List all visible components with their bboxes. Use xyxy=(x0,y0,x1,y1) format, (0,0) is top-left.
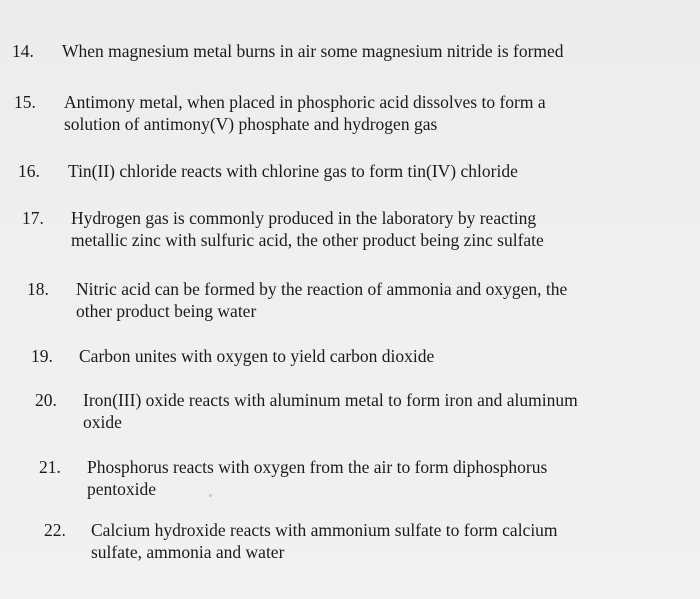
question-number: 14. xyxy=(12,41,34,61)
question-number: 22. xyxy=(44,520,66,540)
question-text-line: other product being water xyxy=(76,301,257,321)
question-number: 19. xyxy=(31,346,53,366)
question-text-line: When magnesium metal burns in air some magnesium nitride is formed xyxy=(62,41,564,61)
question-text-line: Nitric acid can be formed by the reaction of ammonia and oxygen, the xyxy=(76,279,568,299)
question-text-line: oxide xyxy=(83,412,122,432)
question-number: 16. xyxy=(18,161,40,181)
question-text-line: pentoxide xyxy=(87,479,157,499)
question-text-line: Hydrogen gas is commonly produced in the laboratory by reacting xyxy=(71,208,537,228)
question-number: 18. xyxy=(27,279,49,299)
question-text-line: Iron(III) oxide reacts with aluminum metal to form iron and aluminum xyxy=(83,390,578,410)
question-number: 20. xyxy=(35,390,57,410)
question-text-line: Antimony metal, when placed in phosphoric acid dissolves to form a xyxy=(64,92,546,112)
question-text-line: Carbon unites with oxygen to yield carbon dioxide xyxy=(79,346,435,366)
question-number: 21. xyxy=(39,457,61,477)
paper-speck xyxy=(209,494,212,497)
question-text-line: Calcium hydroxide reacts with ammonium sulfate to form calcium xyxy=(91,520,558,540)
question-text-line: solution of antimony(V) phosphate and hydrogen gas xyxy=(64,114,438,134)
question-text-line: Tin(II) chloride reacts with chlorine gas to form tin(IV) chloride xyxy=(68,161,518,181)
question-text-line: Phosphorus reacts with oxygen from the air to form diphosphorus xyxy=(87,457,548,477)
question-text-line: metallic zinc with sulfuric acid, the other product being zinc sulfate xyxy=(71,230,544,250)
question-number: 15. xyxy=(14,92,36,112)
question-text-line: sulfate, ammonia and water xyxy=(91,542,285,562)
question-number: 17. xyxy=(22,208,44,228)
